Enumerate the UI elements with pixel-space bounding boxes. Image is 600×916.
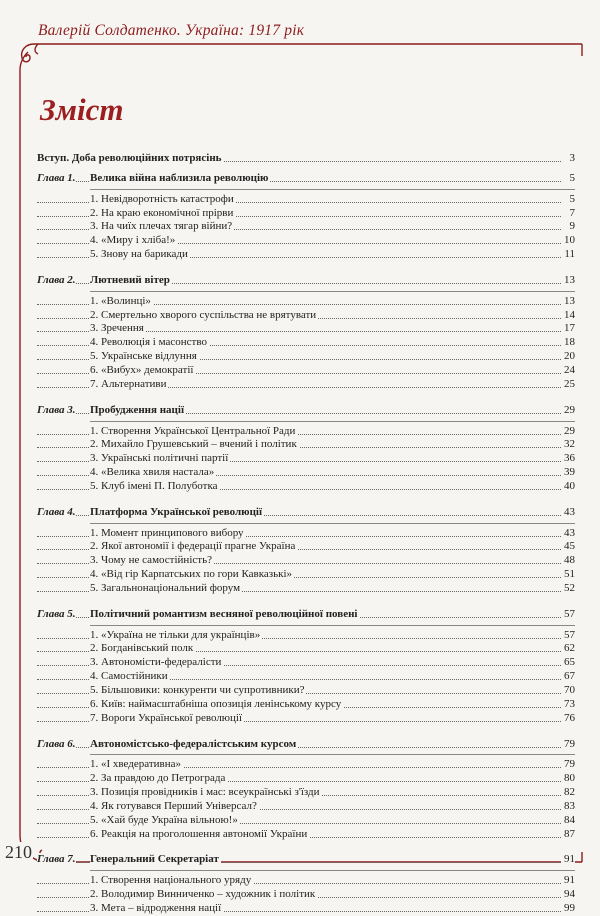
toc-section-title: 4. «Миру і хліба!» <box>90 234 176 247</box>
toc-section-title: 6. Київ: наймасштабніша опозиція ленінському курсу <box>90 697 342 710</box>
toc-section-page: 87 <box>561 828 575 842</box>
toc-section-page: 7 <box>561 207 575 221</box>
page-number: 210 <box>5 842 32 862</box>
toc-chapter-label: Глава 2. <box>37 273 76 286</box>
toc-chapter-title: Політичний романтизм весняної революційної повені <box>90 607 358 620</box>
toc-chapter-row[interactable] <box>37 738 575 752</box>
toc-section-page: 20 <box>561 350 575 364</box>
toc-chapter-title: Лютневий вітер <box>90 273 170 286</box>
toc-section-page: 17 <box>561 322 575 336</box>
toc-section-title: 2. За правдою до Петрограда <box>90 772 226 785</box>
toc-section-row[interactable] <box>37 684 575 698</box>
toc-section-row[interactable] <box>37 554 575 568</box>
toc-section-row[interactable] <box>37 364 575 378</box>
toc-section-page: 73 <box>561 698 575 712</box>
table-of-contents <box>37 152 575 916</box>
toc-section-page: 62 <box>561 642 575 656</box>
toc-section-title: 3. Зречення <box>90 322 144 335</box>
toc-section-row[interactable] <box>37 786 575 800</box>
toc-section-row[interactable] <box>37 438 575 452</box>
toc-section-page: 79 <box>561 758 575 772</box>
toc-section-title: 5. «Хай буде Україна вільною!» <box>90 813 238 826</box>
chapter-underline <box>90 523 575 524</box>
toc-chapter-title: Автономістсько-федералістським курсом <box>90 737 297 750</box>
toc-chapter-label: Глава 5. <box>37 607 76 620</box>
toc-chapter-row[interactable] <box>37 853 575 867</box>
toc-section-title: 3. Автономісти-федералісти <box>90 656 222 669</box>
toc-section-title: 3. Позиція провідників і мас: всеукраїнські з'їзди <box>90 786 320 799</box>
spacer <box>37 596 575 608</box>
toc-section-page: 83 <box>561 800 575 814</box>
toc-section-row[interactable] <box>37 425 575 439</box>
toc-section-title: 1. Невідворотність катастрофи <box>90 192 234 205</box>
toc-section-title: 1. «І хведеративна» <box>90 758 182 771</box>
toc-section-page: 84 <box>561 814 575 828</box>
toc-section-row[interactable] <box>37 452 575 466</box>
chapter-underline <box>90 291 575 292</box>
toc-section-row[interactable] <box>37 527 575 541</box>
toc-chapter-row[interactable] <box>37 274 575 288</box>
toc-chapter-row[interactable] <box>37 172 575 186</box>
toc-section-title: 5. Загальнонаціональний форум <box>90 581 241 594</box>
toc-section-row[interactable] <box>37 874 575 888</box>
toc-section-page: 18 <box>561 336 575 350</box>
toc-section-page: 13 <box>561 295 575 309</box>
toc-section-title: 4. Як готувався Перший Універсал? <box>90 799 257 812</box>
toc-section-row[interactable] <box>37 248 575 262</box>
chapter-underline <box>90 421 575 422</box>
toc-section-page: 11 <box>561 248 575 262</box>
toc-chapter-label: Глава 7. <box>37 853 76 866</box>
toc-section-page: 43 <box>561 527 575 541</box>
toc-section-page: 25 <box>561 378 575 392</box>
chapter-underline <box>90 189 575 190</box>
toc-section-row[interactable] <box>37 629 575 643</box>
toc-chapter-row[interactable] <box>37 608 575 622</box>
toc-section-title: 2. Михайло Грушевський – вчений і політик <box>90 438 297 451</box>
toc-section-page: 80 <box>561 772 575 786</box>
toc-section-row[interactable] <box>37 712 575 726</box>
toc-section-row[interactable] <box>37 322 575 336</box>
toc-section-row[interactable] <box>37 350 575 364</box>
toc-chapter-page: 29 <box>561 404 575 418</box>
toc-section-row[interactable] <box>37 234 575 248</box>
toc-section-row[interactable] <box>37 466 575 480</box>
chapter-underline <box>90 625 575 626</box>
toc-section-row[interactable] <box>37 656 575 670</box>
toc-section-row[interactable] <box>37 220 575 234</box>
toc-chapter-label: Глава 4. <box>37 505 76 518</box>
toc-intro-row[interactable] <box>37 152 575 166</box>
spacer <box>37 494 575 506</box>
toc-section-title: 5. Українське відлуння <box>90 350 197 363</box>
spacer <box>37 726 575 738</box>
toc-section-page: 29 <box>561 425 575 439</box>
toc-section-row[interactable] <box>37 670 575 684</box>
toc-section-title: 4. Самостійники <box>90 670 168 683</box>
toc-section-title: 6. Реакція на проголошення автономії України <box>90 827 308 840</box>
toc-section-page: 82 <box>561 786 575 800</box>
toc-section-title: 1. Створення національного уряду <box>90 874 252 887</box>
toc-section-page: 99 <box>561 902 575 916</box>
toc-section-page: 67 <box>561 670 575 684</box>
toc-section-title: 7. Альтернативи <box>90 377 167 390</box>
toc-section-page: 36 <box>561 452 575 466</box>
toc-section-title: 3. На чиїх плечах тягар війни? <box>90 220 233 233</box>
toc-section-title: 5. Більшовики: конкуренти чи супротивники? <box>90 684 305 696</box>
toc-section-title: 2. На краю економічної прірви <box>90 206 234 219</box>
toc-section-page: 14 <box>561 309 575 323</box>
spacer <box>37 841 575 853</box>
page-title: Зміст <box>40 92 124 127</box>
chapter-underline <box>90 870 575 871</box>
toc-section-row[interactable] <box>37 309 575 323</box>
toc-chapter-page: 91 <box>561 853 575 867</box>
toc-section-row[interactable] <box>37 758 575 772</box>
spacer <box>37 262 575 274</box>
toc-section-page: 48 <box>561 554 575 568</box>
toc-section-row[interactable] <box>37 642 575 656</box>
toc-section-row[interactable] <box>37 540 575 554</box>
toc-section-title: 3. Мета – відродження нації <box>90 901 222 914</box>
toc-section-row[interactable] <box>37 800 575 814</box>
toc-chapter-title: Генеральний Секретаріат <box>90 853 219 866</box>
toc-chapter-title: Пробудження нації <box>90 403 185 416</box>
toc-section-page: 9 <box>561 220 575 234</box>
toc-section-title: 2. Володимир Винниченко – художник і політик <box>90 888 316 901</box>
toc-section-row[interactable] <box>37 378 575 392</box>
toc-section-page: 10 <box>561 234 575 248</box>
toc-chapter-title: Велика війна наблизила революцію <box>90 171 269 184</box>
toc-section-row[interactable] <box>37 828 575 842</box>
toc-section-title: 1. Момент принципового вибору <box>90 526 244 539</box>
toc-section-page: 94 <box>561 888 575 902</box>
toc-chapter-label: Глава 6. <box>37 737 76 750</box>
toc-section-page: 65 <box>561 656 575 670</box>
toc-section-title: 6. «Вибух» демократії <box>90 363 194 376</box>
toc-section-row[interactable] <box>37 295 575 309</box>
toc-chapter-page: 13 <box>561 274 575 288</box>
toc-section-title: 1. Створення Української Центральної Ради <box>90 424 296 437</box>
toc-section-title: 4. Революція і масонство <box>90 336 207 349</box>
toc-section-page: 24 <box>561 364 575 378</box>
toc-section-title: 5. Клуб імені П. Полуботка <box>90 479 218 492</box>
toc-section-row[interactable] <box>37 480 575 494</box>
toc-section-page: 76 <box>561 712 575 726</box>
toc-section-page: 40 <box>561 480 575 494</box>
toc-chapter-page: 57 <box>561 608 575 622</box>
toc-chapter-row[interactable] <box>37 404 575 418</box>
toc-chapter-label: Глава 1. <box>37 171 76 184</box>
toc-section-title: 3. Чому не самостійність? <box>90 554 212 567</box>
toc-section-page: 52 <box>561 582 575 596</box>
toc-chapter-row[interactable] <box>37 506 575 520</box>
toc-section-row[interactable] <box>37 207 575 221</box>
toc-section-title: 4. «Велика хвиля настала» <box>90 466 215 479</box>
toc-section-row[interactable] <box>37 568 575 582</box>
toc-intro-page: 3 <box>561 152 575 166</box>
toc-section-row[interactable] <box>37 582 575 596</box>
toc-chapter-title: Платформа Української революції <box>90 505 263 518</box>
toc-section-title: 1. «Україна не тільки для українців» <box>90 628 261 641</box>
toc-section-row[interactable] <box>37 814 575 828</box>
toc-section-title: 7. Вороги Української революції <box>90 711 243 724</box>
toc-section-title: 5. Знову на барикади <box>90 248 188 261</box>
chapter-underline <box>90 754 575 755</box>
toc-section-row[interactable] <box>37 193 575 207</box>
toc-section-page: 5 <box>561 193 575 207</box>
toc-section-page: 45 <box>561 540 575 554</box>
toc-section-page: 57 <box>561 629 575 643</box>
toc-section-title: 4. «Від гір Карпатських по гори Кавказькі» <box>90 568 293 581</box>
toc-section-title: 2. Смертельно хворого суспільства не врятувати <box>90 308 317 321</box>
toc-section-row[interactable] <box>37 772 575 786</box>
toc-chapter-page: 43 <box>561 506 575 520</box>
toc-section-page: 91 <box>561 874 575 888</box>
toc-chapter-page: 5 <box>561 172 575 186</box>
toc-section-page: 32 <box>561 438 575 452</box>
spacer <box>37 392 575 404</box>
toc-intro-title: Вступ. Доба революційних потрясінь <box>37 152 222 164</box>
running-header: Валерій Солдатенко. Україна: 1917 рік <box>38 22 305 39</box>
toc-section-title: 2. Якої автономії і федерації прагне Україна <box>90 540 296 553</box>
toc-section-title: 1. «Волинці» <box>90 294 151 307</box>
toc-section-row[interactable] <box>37 888 575 902</box>
toc-section-row[interactable] <box>37 698 575 712</box>
toc-section-title: 3. Українські політичні партії <box>90 452 229 465</box>
toc-section-page: 39 <box>561 466 575 480</box>
toc-chapter-label: Глава 3. <box>37 403 76 416</box>
toc-section-row[interactable] <box>37 336 575 350</box>
toc-section-title: 2. Богданівський полк <box>90 642 194 655</box>
toc-section-page: 51 <box>561 568 575 582</box>
toc-chapter-page: 79 <box>561 738 575 752</box>
toc-section-page: 70 <box>561 684 575 698</box>
toc-section-row[interactable] <box>37 902 575 916</box>
